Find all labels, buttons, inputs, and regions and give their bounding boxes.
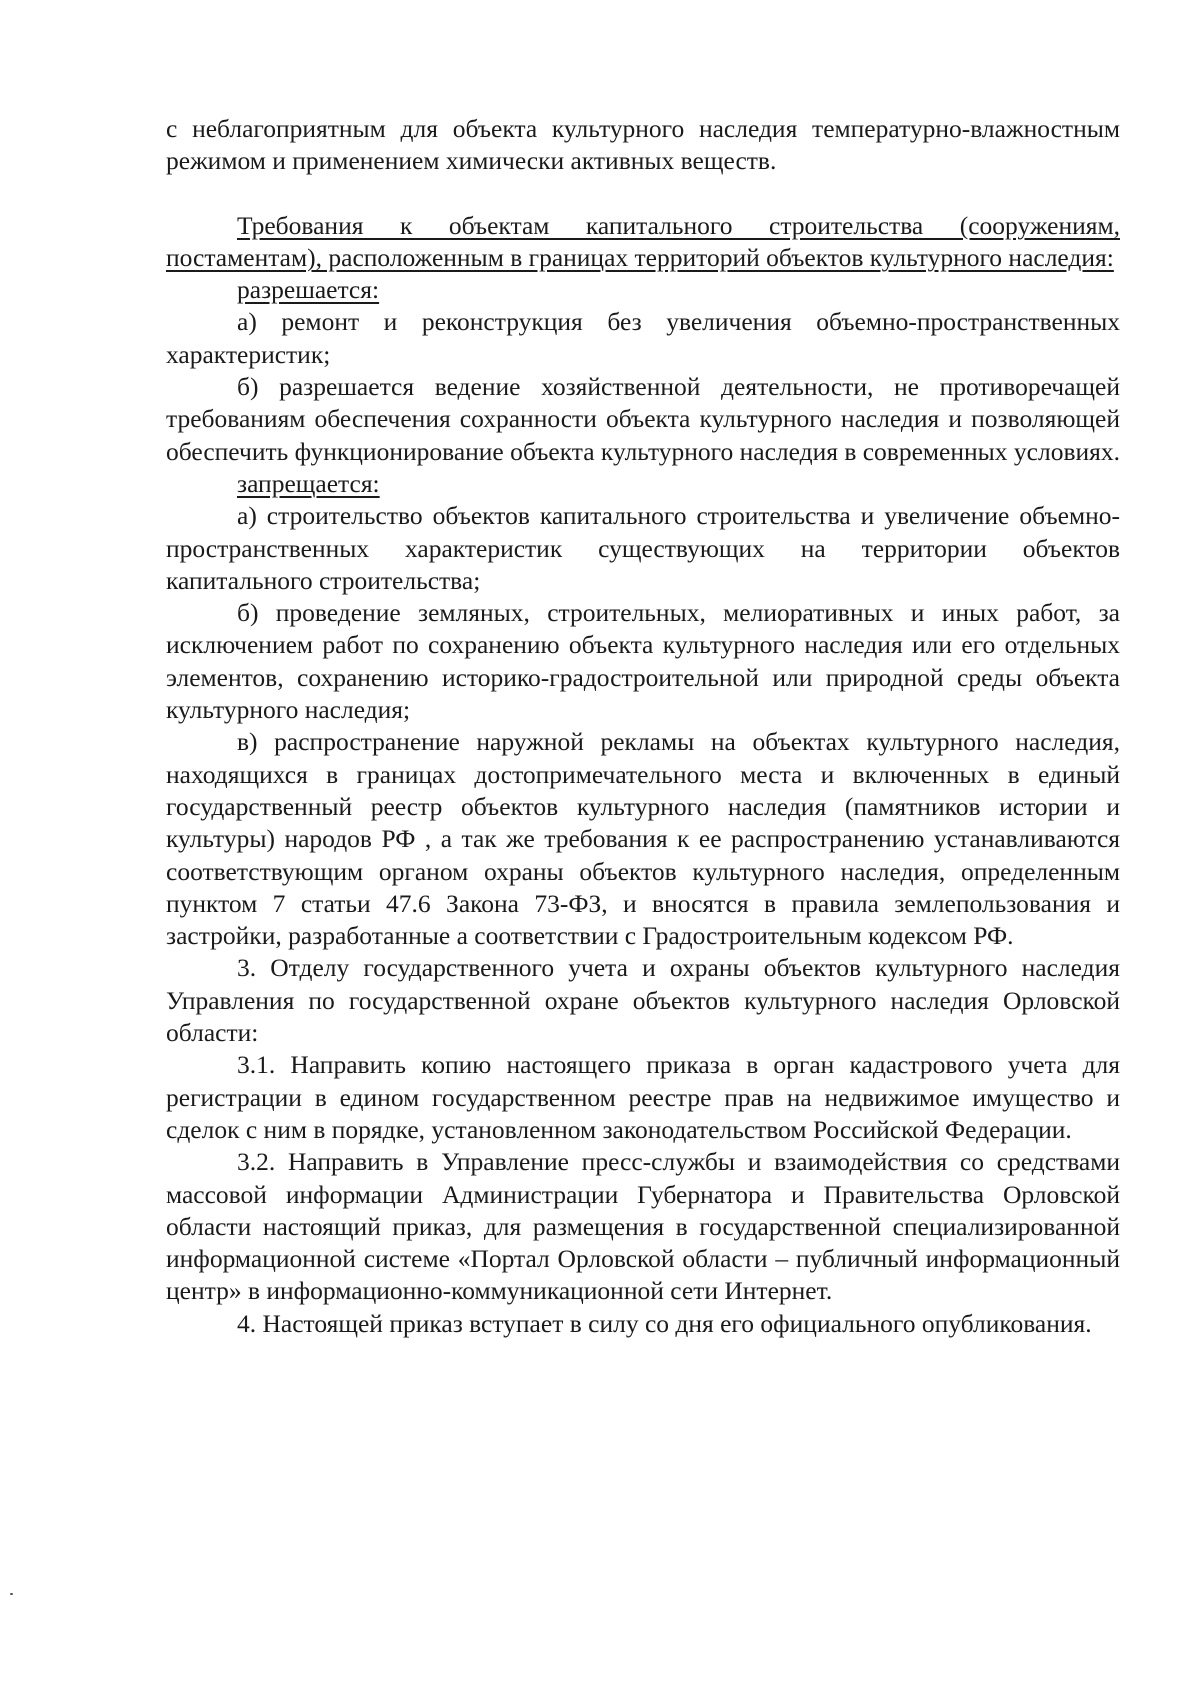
item-3: 3. Отделу государственного учета и охраны объектов культурного наследия Управления по государственной охране объектов культурного наследия Орловской области: <box>166 953 1120 1048</box>
allowed-label-line <box>166 274 1120 306</box>
section-heading: Требования к объектам капитального строительства (сооружениям, постаментам), расположенным в границах территорий объектов культурного наследия: <box>166 210 1120 272</box>
item-3-2: 3.2. Направить в Управление пресс-службы и взаимодействия со средствами массовой информации Администрации Губернатора и Правительства Орловской области настоящий приказ, для размещения в государственной специализированной информационной системе «Портал Орловской области – публичный информационный центр» в информационно-коммуникационной сети Интернет. <box>166 1147 1120 1306</box>
allowed-item-a: а) ремонт и реконструкция без увеличения объемно-пространственных характеристик; <box>166 307 1120 369</box>
item-4: 4. Настоящей приказ вступает в силу со дня его официального опубликования. <box>237 1308 1092 1338</box>
scan-artifact <box>10 1593 13 1595</box>
forbidden-item-c: в) распространение наружной рекламы на объектах культурного наследия, находящихся в границах достопримечательного места и включенных в единый государственный реестр объектов культурного наследия (памятников истории и культуры) народов РФ , а так же требования к ее распространению устанавливаются соответствующим органом охраны объектов культурного наследия, определенным пунктом 7 статьи 47.6 Закона 73-ФЗ, и вносятся в правила землепользования и застройки, разработанные а соответствии с Градостроительным кодексом РФ. <box>166 727 1120 951</box>
item-3-1: 3.1. Направить копию настоящего приказа в орган кадастрового учета для регистрации в едином государственном реестре прав на недвижимое имущество и сделок с ним в порядке, установленном законодательством Российской Федерации. <box>166 1050 1120 1144</box>
allowed-item-b: б) разрешается ведение хозяйственной деятельности, не противоречащей требованиям обеспечения сохранности объекта культурного наследия и позволяющей обеспечить функционирование объекта культурного наследия в современных условиях. <box>166 372 1121 466</box>
allowed-label: разрешается: <box>237 275 380 305</box>
paragraph-gap <box>166 178 1120 210</box>
document-body <box>166 113 1120 1340</box>
forbidden-label: запрещается: <box>237 468 380 498</box>
paragraph-intro: с неблагоприятным для объекта культурного наследия температурно-влажностным режимом и применением химически активных веществ. <box>166 114 1120 176</box>
forbidden-item-a: а) строительство объектов капитального строительства и увеличение объемно-пространственных характеристик существующих на территории объектов капитального строительства; <box>166 501 1120 595</box>
forbidden-label-line <box>166 468 1120 500</box>
forbidden-item-b: б) проведение земляных, строительных, мелиоративных и иных работ, за исключением работ по сохранению объекта культурного наследия или его отдельных элементов, сохранению историко-градостроительной или природной среды объекта культурного наследия; <box>166 598 1120 725</box>
